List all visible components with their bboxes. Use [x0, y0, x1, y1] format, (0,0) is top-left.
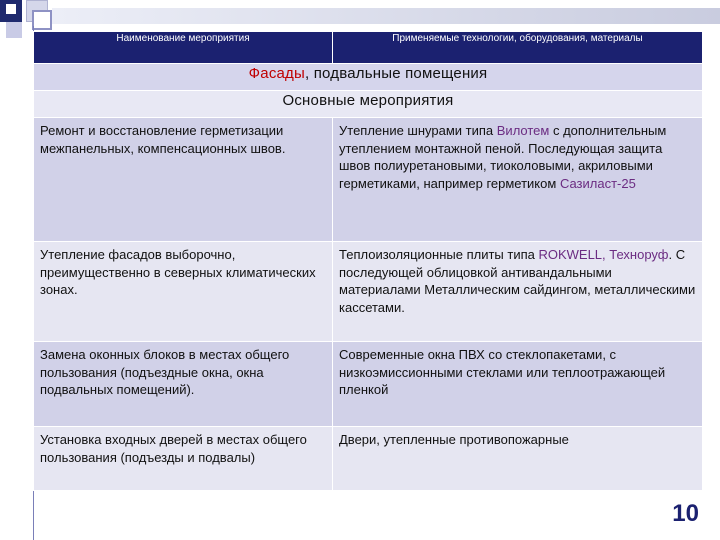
- tech-text: с дополнительным утеплением монтажной пеной. Последующая защита швов полиуретановыми, тиоколовыми, акриловыми герметиками, например герметиком: [339, 123, 667, 191]
- decor-square-light: [6, 22, 22, 38]
- subsection-title-row: [34, 91, 703, 118]
- decor-square-frame: [32, 10, 52, 30]
- table-row: [34, 427, 703, 491]
- subsection-title: Основные мероприятия: [34, 91, 703, 118]
- section-title-row: [34, 64, 703, 91]
- table-row: [34, 342, 703, 427]
- section-title-main: Фасады: [248, 65, 305, 82]
- row-action: Замена оконных блоков в местах общего пользования (подъездные окна, окна подвальных помещений).: [34, 342, 333, 427]
- tech-brand: Сазиласт-25: [559, 175, 636, 191]
- table-row: [34, 242, 703, 342]
- tech-brand: Вилотем: [496, 123, 550, 138]
- row-action: Утепление фасадов выборочно, преимущественно в северных климатических зонах.: [34, 242, 333, 342]
- page-number: 10: [672, 500, 699, 527]
- row-tech: Современные окна ПВХ со стеклопакетами, с низкоэмиссионными стеклами или теплоотражающей пленкой: [333, 342, 703, 427]
- tech-text: . С последующей облицовкой антивандальными материалами Металлическим сайдингом, металлическими кассетами.: [339, 247, 696, 315]
- table-header-row: [34, 32, 703, 64]
- measures-table: [33, 31, 703, 491]
- tech-text: Утепление шнурами типа: [339, 123, 497, 138]
- tech-text: Теплоизоляционные плиты типа: [339, 247, 539, 262]
- decor-top-bar: [52, 8, 720, 24]
- decor-square-white: [6, 4, 16, 14]
- row-tech: [333, 118, 703, 242]
- section-title: [34, 64, 703, 91]
- table-row: [34, 118, 703, 242]
- header-col-tech: Применяемые технологии, оборудования, материалы: [333, 32, 703, 64]
- row-action: Ремонт и восстановление герметизации межпанельных, компенсационных швов.: [34, 118, 333, 242]
- section-title-rest: , подвальные помещения: [305, 65, 488, 82]
- header-col-action: Наименование мероприятия: [34, 32, 333, 64]
- tech-brand: ROKWELL, Техноруф: [538, 247, 669, 262]
- row-action: Установка входных дверей в местах общего пользования (подъезды и подвалы): [34, 427, 333, 491]
- row-tech: Двери, утепленные противопожарные: [333, 427, 703, 491]
- row-tech: [333, 242, 703, 342]
